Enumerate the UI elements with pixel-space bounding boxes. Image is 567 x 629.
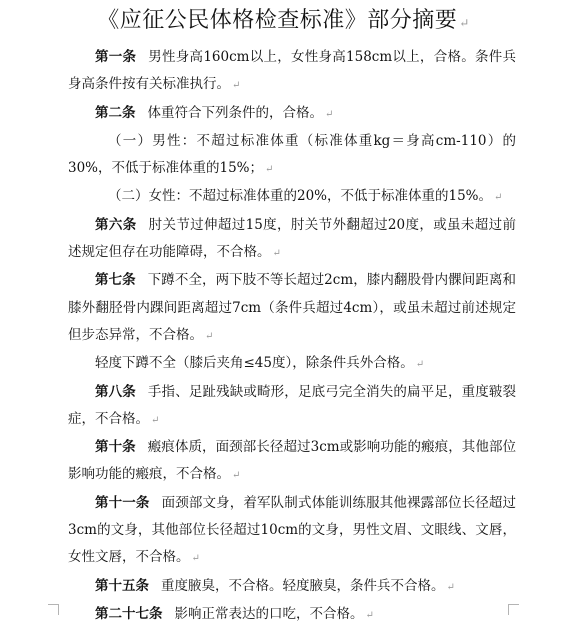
paragraph-mark-icon: ↵ bbox=[232, 80, 241, 92]
article-number: 第八条 bbox=[95, 383, 136, 400]
paragraph bbox=[68, 128, 516, 184]
paragraph-text: 肘关节过伸超过15度，肘关节外翻超过20度，或虽未超过前述规定但存在功能障碍，不合格。 bbox=[68, 216, 517, 261]
paragraph bbox=[68, 267, 516, 350]
paragraph bbox=[68, 379, 516, 435]
paragraph bbox=[68, 212, 516, 268]
paragraph-mark-icon: ↵ bbox=[325, 108, 334, 120]
document-body bbox=[68, 44, 516, 629]
paragraph bbox=[68, 601, 516, 629]
paragraph-mark-icon: ↵ bbox=[265, 164, 274, 176]
paragraph-text: 轻度下蹲不全（膝后夹角≤45度），除条件兵外合格。 bbox=[95, 355, 414, 372]
title-text: 《应征公民体格检查标准》部分摘要 bbox=[97, 8, 458, 33]
paragraph-text: 下蹲不全，两下肢不等长超过2cm，膝内翻股骨内髁间距离和膝外翻胫骨内踝间距离超过7cm（条件兵超过4cm），或虽未超过前述规定但步态异常，不合格。 bbox=[68, 272, 517, 343]
paragraph-text: （一）男性：不超过标准体重（标准体重kg＝身高cm-110）的30%，不低于标准体重的15%； bbox=[68, 132, 516, 177]
document-title bbox=[0, 7, 567, 37]
paragraph-text: （二）女性：不超过标准体重的20%，不低于标准体重的15%。 bbox=[108, 188, 493, 205]
paragraph bbox=[68, 350, 516, 378]
paragraph bbox=[68, 490, 516, 573]
paragraph bbox=[68, 100, 516, 128]
paragraph-mark-icon: ↵ bbox=[191, 553, 200, 565]
paragraph-mark-icon: ↵ bbox=[494, 192, 503, 204]
paragraph-mark-icon: ↵ bbox=[232, 470, 241, 482]
paragraph bbox=[68, 434, 516, 490]
paragraph-mark-icon: ↵ bbox=[272, 248, 281, 260]
article-number: 第十五条 bbox=[95, 577, 149, 594]
paragraph-text: 重度腋臭，不合格。轻度腋臭，条件兵不合格。 bbox=[161, 577, 445, 594]
article-number: 第一条 bbox=[95, 49, 137, 65]
paragraph-text: 面颈部文身，着军队制式体能训练服其他裸露部位长径超过3cm的文身，其他部位长径超过10cm的文身，男性文眉、文眼线、文唇，女性文唇，不合格。 bbox=[68, 494, 517, 566]
article-number: 第二十七条 bbox=[95, 605, 163, 622]
article-number: 第二条 bbox=[95, 104, 136, 121]
article-number: 第十一条 bbox=[95, 494, 150, 511]
paragraph bbox=[68, 183, 516, 211]
paragraph-text: 体重符合下列条件的，合格。 bbox=[147, 104, 323, 121]
right-margin-corner-mark bbox=[508, 604, 519, 615]
paragraph-text: 男性身高160cm以上，女性身高158cm以上，合格。条件兵身高条件按有关标准执行。 bbox=[68, 49, 516, 93]
left-margin-corner-mark bbox=[48, 604, 59, 615]
paragraph bbox=[68, 573, 516, 601]
paragraph-text: 手指、足趾残缺或畸形，足底弓完全消失的扁平足，重度皲裂症，不合格。 bbox=[68, 383, 517, 427]
article-number: 第七条 bbox=[95, 272, 136, 289]
paragraph-mark-icon: ↵ bbox=[446, 581, 455, 593]
paragraph-mark-icon: ↵ bbox=[151, 414, 160, 426]
paragraph-mark-icon: ↵ bbox=[365, 609, 374, 621]
paragraph bbox=[68, 44, 516, 100]
paragraph-mark-icon: ↵ bbox=[415, 359, 425, 371]
paragraph-mark-icon: ↵ bbox=[205, 330, 214, 342]
paragraph-text: 瘢痕体质，面颈部长径超过3cm或影响功能的瘢痕，其他部位影响功能的瘢痕，不合格。 bbox=[68, 439, 517, 483]
article-number: 第六条 bbox=[95, 216, 137, 233]
article-number: 第十条 bbox=[95, 439, 136, 456]
paragraph-mark-icon: ↵ bbox=[459, 16, 470, 30]
paragraph-text: 影响正常表达的口吃，不合格。 bbox=[174, 605, 364, 622]
